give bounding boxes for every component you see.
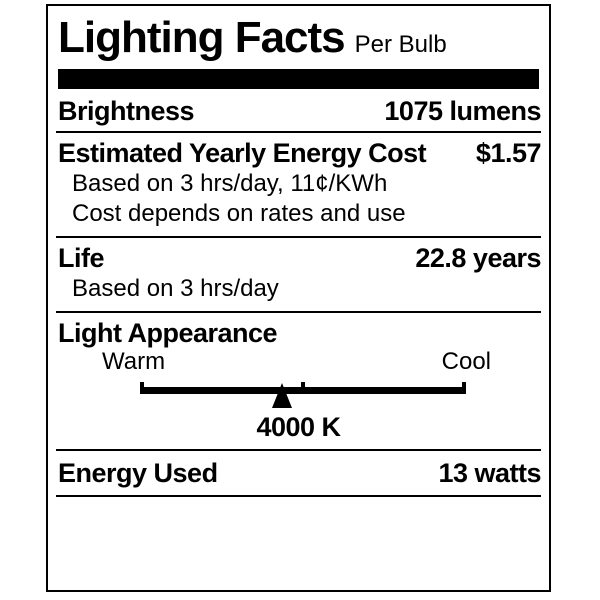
light-appearance-label: Light Appearance [58, 318, 278, 348]
brightness-value: 1075 lumens [384, 96, 541, 126]
life-label: Life [58, 243, 105, 273]
brightness-label: Brightness [58, 96, 195, 126]
header-divider-bar [58, 69, 539, 89]
life-row [56, 242, 541, 274]
kelvin-pointer-triangle-icon [272, 383, 292, 408]
scale-right-endcap [462, 382, 466, 394]
energy-cost-section [56, 133, 541, 238]
per-bulb-text: Per Bulb [354, 31, 447, 58]
cool-label: Cool [441, 348, 491, 375]
brightness-row [56, 95, 541, 127]
warm-label: Warm [102, 348, 166, 375]
energy-cost-note-disclaimer: Cost depends on rates and use [72, 200, 406, 227]
light-appearance-section [56, 313, 541, 451]
light-appearance-row [56, 317, 541, 349]
scale-endpoint-labels [102, 349, 491, 375]
energy-used-value: 13 watts [438, 458, 541, 488]
life-value: 22.8 years [415, 243, 541, 273]
kelvin-value: 4000 K [256, 412, 341, 442]
kelvin-scale-track [140, 387, 466, 394]
energy-cost-note-basis: Based on 3 hrs/day, 11¢/KWh [72, 170, 388, 197]
energy-used-section [56, 451, 541, 497]
energy-used-label: Energy Used [58, 458, 218, 488]
scale-left-endcap [140, 382, 144, 394]
brightness-section [56, 89, 541, 133]
energy-cost-value: $1.57 [475, 138, 541, 168]
life-section [56, 238, 541, 313]
energy-cost-row [56, 137, 541, 169]
life-note-basis: Based on 3 hrs/day [72, 275, 279, 302]
lighting-facts-label [46, 4, 551, 592]
energy-used-row [56, 457, 541, 489]
energy-cost-label: Estimated Yearly Energy Cost [58, 138, 427, 168]
label-title: Lighting Facts [58, 13, 345, 62]
scale-center-tick [301, 382, 305, 394]
label-header [56, 6, 541, 69]
